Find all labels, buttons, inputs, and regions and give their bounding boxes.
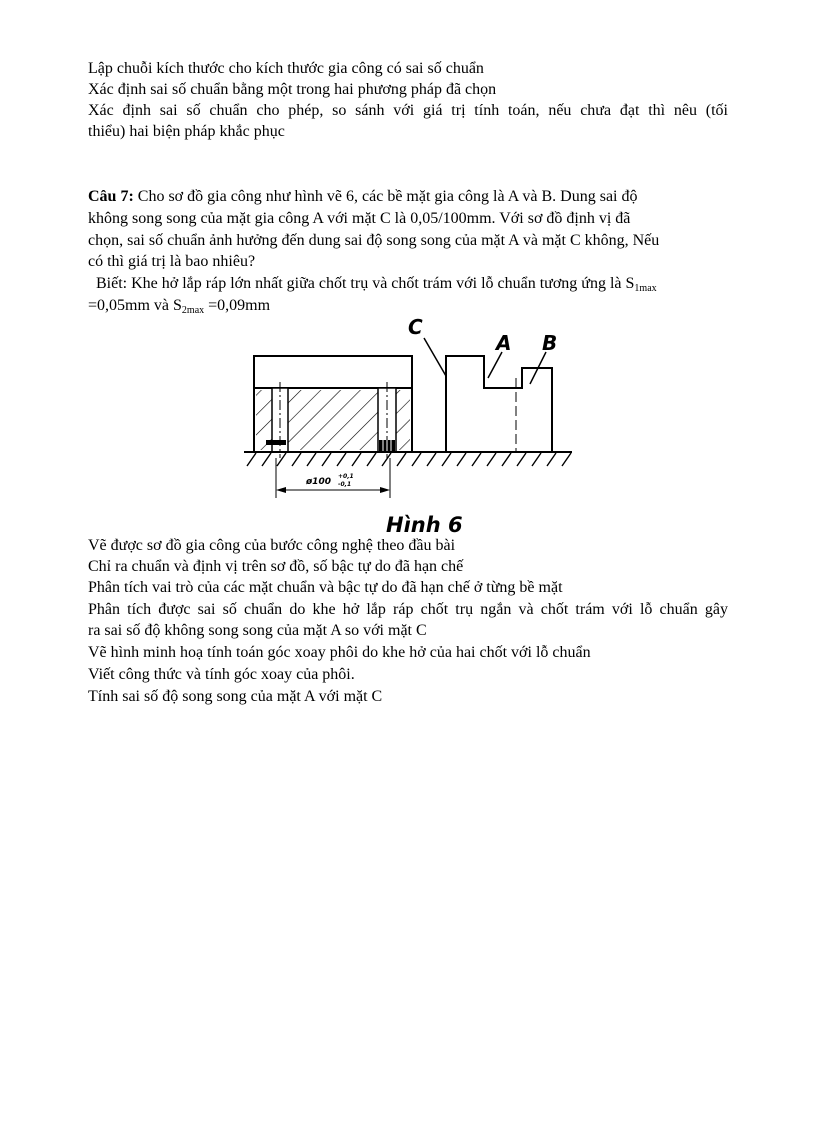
intro-line-4: thiểu) hai biện pháp khắc phục — [88, 123, 285, 140]
requirement-2: Chỉ ra chuẩn và định vị trên sơ đồ, số bậc tự do đã hạn chế — [88, 558, 464, 575]
fixture-drawing — [244, 338, 572, 498]
label-c: C — [408, 315, 423, 339]
figure-6 — [240, 312, 580, 538]
requirement-5: ra sai số độ không song song của mặt A so với mặt C — [88, 622, 427, 639]
label-b: B — [542, 331, 558, 355]
given-line-2b: =0,09mm — [204, 297, 271, 314]
question-label: Câu 7: — [88, 188, 134, 205]
intro-line-2: Xác định sai số chuẩn bằng một trong hai phương pháp đã chọn — [88, 81, 497, 98]
question-line-3: chọn, sai số chuẩn ảnh hưởng đến dung sai độ song song của mặt A và mặt C không, Nếu — [88, 232, 660, 249]
given-prefix: Biết: Khe hở lắp ráp lớn nhất giữa chốt trụ và chốt trám với lỗ chuẩn tương ứng là S — [96, 275, 635, 292]
dimension-label: ø100 — [306, 477, 331, 487]
tolerance-lower: -0,1 — [338, 481, 352, 488]
requirement-7: Viết công thức và tính góc xoay của phôi. — [88, 666, 355, 683]
requirement-8: Tính sai số độ song song của mặt A với mặt C — [88, 688, 383, 705]
question-line-1 — [88, 186, 638, 208]
requirement-1: Vẽ được sơ đồ gia công của bước công nghệ theo đầu bài — [88, 537, 456, 554]
tolerance-upper: +0,1 — [338, 473, 354, 480]
intro-line-1: Lập chuỗi kích thước cho kích thước gia công có sai số chuẩn — [88, 60, 484, 77]
requirement-4: Phân tích được sai số chuẩn do khe hở lắp ráp chốt trụ ngắn và chốt trám với lỗ chuẩn gây — [88, 601, 728, 618]
requirement-3: Phân tích vai trò của các mặt chuẩn và bậc tự do đã hạn chế ở từng bề mặt — [88, 579, 563, 596]
requirement-6: Vẽ hình minh hoạ tính toán góc xoay phôi do khe hở của hai chốt với lỗ chuẩn — [88, 644, 591, 661]
figure-caption: Hình 6 — [386, 513, 463, 537]
given-sub-1: 1max — [634, 283, 657, 294]
given-line-2a: =0,05mm và S — [88, 297, 182, 314]
label-a: A — [496, 331, 512, 355]
intro-line-3: Xác định sai số chuẩn cho phép, so sánh với giá trị tính toán, nếu chưa đạt thì nêu (tối — [88, 102, 728, 119]
question-text-1: Cho sơ đồ gia công như hình vẽ 6, các bề mặt gia công là A và B. Dung sai độ — [133, 188, 638, 205]
question-line-2: không song song của mặt gia công A với mặt C là 0,05/100mm. Với sơ đồ định vị đã — [88, 210, 631, 227]
question-line-4: có thì giá trị là bao nhiêu? — [88, 253, 256, 270]
given-sub-2: 2max — [181, 305, 205, 316]
